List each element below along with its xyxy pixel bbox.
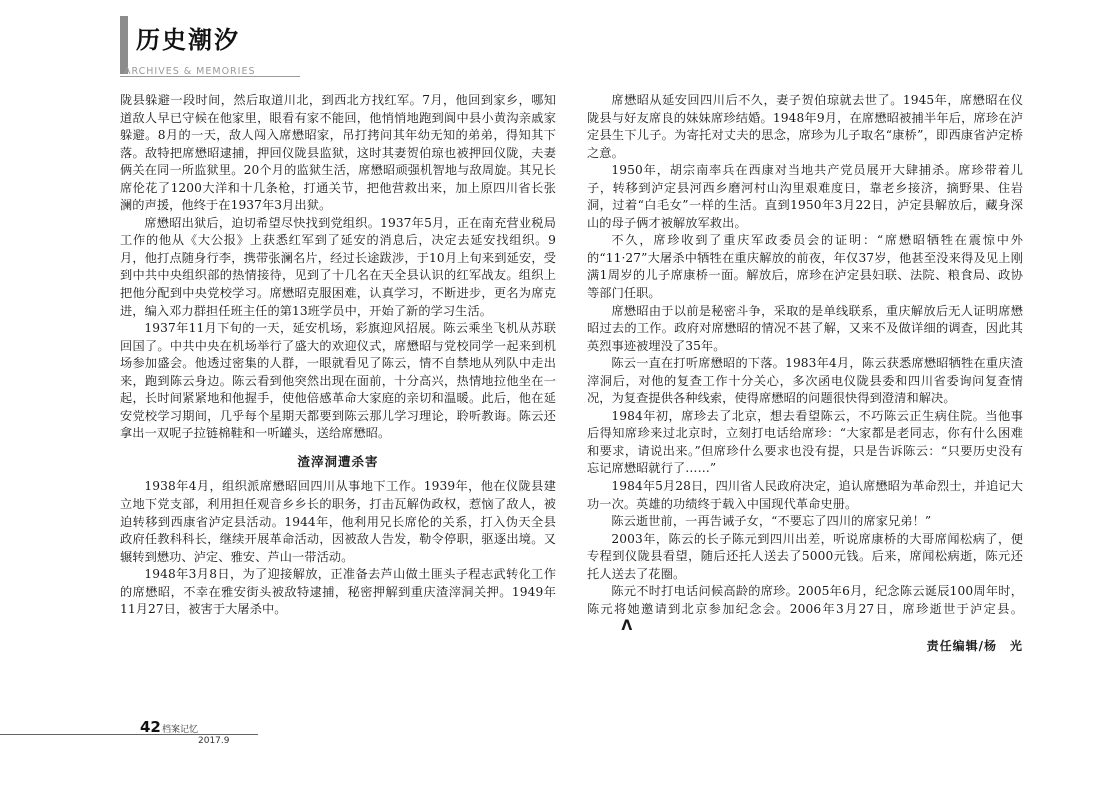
section-subtitle: ARCHIVES & MEMORIES xyxy=(124,66,256,77)
paragraph: 陇县躲避一段时间，然后取道川北，到西北方找红军。7月，他回到家乡，哪知道敌人早已守候在他家里，眼看有家不能回，他悄悄地跑到阆中县小黄沟亲戚家躲避。8月的一天，敌人闯入席懋昭家，吊打拷问其年幼无知的弟弟，得知其下落。敌特把席懋昭逮捕，押回仪陇县监狱，这时其妻贺伯琼也被押回仪陇，夫妻俩关在同一所监狱里。20个月的监狱生活，席懋昭顽强机智地与敌周旋。其兄长席伦花了1200大洋和十几条枪，打通关节，把他营救出来，加上原四川省长张澜的声援，他终于在1937年3月出狱。 xyxy=(120,93,556,213)
paragraph: 1938年4月，组织派席懋昭回四川从事地下工作。1939年，他在仪陇县建立地下党支部，利用担任观音乡乡长的职务，打击瓦解伪政权，惹恼了敌人，被迫转移到西康省泸定县活动。1944年，他利用兄长席伦的关系，打入伪天全县政府任教科科长，继续开展革命活动，因被敌人告发，勒令停职，驱逐出境。又辗转到懋功、泸定、雅安、芦山一带活动。 xyxy=(120,479,556,564)
paragraph: 陈云逝世前，一再告诫子女，“不要忘了四川的席家兄弟！” xyxy=(611,514,932,529)
magazine-name: 档案记忆 xyxy=(162,725,199,735)
section-title: 历史潮汐 xyxy=(136,26,240,54)
left-column xyxy=(120,92,556,619)
editor-credit: 责任编辑/杨 光 xyxy=(926,638,1023,653)
page-number: 42 xyxy=(140,718,161,736)
paragraph: 1984年5月28日，四川省人民政府决定，追认席懋昭为革命烈士，并追记大功一次。英雄的功绩终于载入中国现代革命史册。 xyxy=(587,479,1023,511)
header-rule xyxy=(120,76,300,77)
last-paragraph xyxy=(587,583,1023,636)
footer-rule xyxy=(0,734,258,735)
paragraph: 1948年3月8日，为了迎接解放，正准备去芦山做土匪头子程志武转化工作的席懋昭，不幸在雅安街头被敌特逮捕，秘密押解到重庆渣滓洞关押。1949年11月27日，被害于大屠杀中。 xyxy=(120,567,556,617)
right-column xyxy=(587,92,1023,656)
end-mark-icon: Λ xyxy=(621,618,633,635)
paragraph: 席懋昭出狱后，迫切希望尽快找到党组织。1937年5月，正在南充营业税局工作的他从《大公报》上获悉红军到了延安的消息后，决定去延安找组织。9月，他打点随身行李，携带张澜名片，经过长途跋涉，于10月上旬来到延安，受到中共中央组织部的热情接待，见到了十几名在天全县认识的红军战友。组织上把他分配到中央党校学习。席懋昭克服困难，认真学习，不断进步，更名为席克进，编入邓力群担任班主任的第13班学员中，开始了新的学习生活。 xyxy=(120,215,556,318)
paragraph: 席懋昭从延安回四川后不久，妻子贺伯琼就去世了。1945年，席懋昭在仪陇县与好友席良的妹妹席珍结婚。1948年9月，在席懋昭被捕半年后，席珍在泸定县生下儿子。为寄托对丈夫的思念，席珍为儿子取名“康桥”，即西康省泸定桥之意。 xyxy=(587,93,1023,160)
paragraph: 1984年初，席珍去了北京，想去看望陈云，不巧陈云正生病住院。当他事后得知席珍来过北京时，立刻打电话给席珍：“大家都是老同志，你有什么困难和要求，请说出来。”但席珍什么要求也没有提，只是告诉陈云：“只要历史没有忘记席懋昭就行了……” xyxy=(587,408,1023,476)
last-paragraph-text: 陈元不时打电话问候高龄的席珍。2005年6月，纪念陈云诞辰100周年时，陈元将她邀请到北京参加纪念会。2006年3月27日，席珍逝世于泸定县。 xyxy=(587,584,1023,616)
paragraph: 陈云一直在打听席懋昭的下落。1983年4月，陈云获悉席懋昭牺牲在重庆渣滓洞后，对他的复查工作十分关心，多次函电仪陇县委和四川省委询问复查情况，为复查提供各种线索，使得席懋昭的问题很快得到澄清和解决。 xyxy=(587,356,1023,406)
paragraph: 1950年，胡宗南率兵在西康对当地共产党员展开大肆捕杀。席珍带着儿子，转移到泸定县河西乡磨河村山沟里艰难度日，靠老乡接济，摘野果、住岩洞，过着“白毛女”一样的生活。直到1950年3月22日，泸定县解放后，藏身深山的母子俩才被解放军救出。 xyxy=(587,163,1023,230)
paragraph: 席懋昭由于以前是秘密斗争，采取的是单线联系，重庆解放后无人证明席懋昭过去的工作。政府对席懋昭的情况不甚了解，又来不及做详细的调查，因此其英烈事迹被埋没了35年。 xyxy=(587,303,1023,353)
issue-date: 2017.9 xyxy=(198,736,230,746)
section-heading: 渣滓洞遭杀害 xyxy=(297,453,379,469)
paragraph: 1937年11月下旬的一天，延安机场，彩旗迎风招展。陈云乘坐飞机从苏联回国了。中共中央在机场举行了盛大的欢迎仪式，席懋昭与党校同学一起来到机场参加盛会。他透过密集的人群，一眼就看见了陈云，情不自禁地从列队中走出来，跑到陈云身边。陈云看到他突然出现在面前，十分高兴，热情地拉他坐在一起，长时间紧紧地和他握手，使他倍感革命大家庭的亲切和温暖。此后，他在延安党校学习期间，几乎每个星期天都要到陈云那儿学习理论，聆听教诲。陈云还拿出一双呢子拉链棉鞋和一听罐头，送给席懋昭。 xyxy=(120,321,556,441)
paragraph: 2003年，陈云的长子陈元到四川出差，听说席康桥的大哥席闻松病了，便专程到仪陇县看望，随后还托人送去了5000元钱。后来，席闻松病逝，陈元还托人送去了花圈。 xyxy=(587,531,1023,581)
paragraph: 不久，席珍收到了重庆军政委员会的证明：“席懋昭牺牲在震惊中外的“11·27”大屠杀中牺牲在重庆解放的前夜，年仅37岁，他甚至没来得及见上刚满1周岁的儿子席康桥一面。解放后，席珍在泸定县妇联、法院、粮食局、政协等部门任职。 xyxy=(587,233,1023,301)
